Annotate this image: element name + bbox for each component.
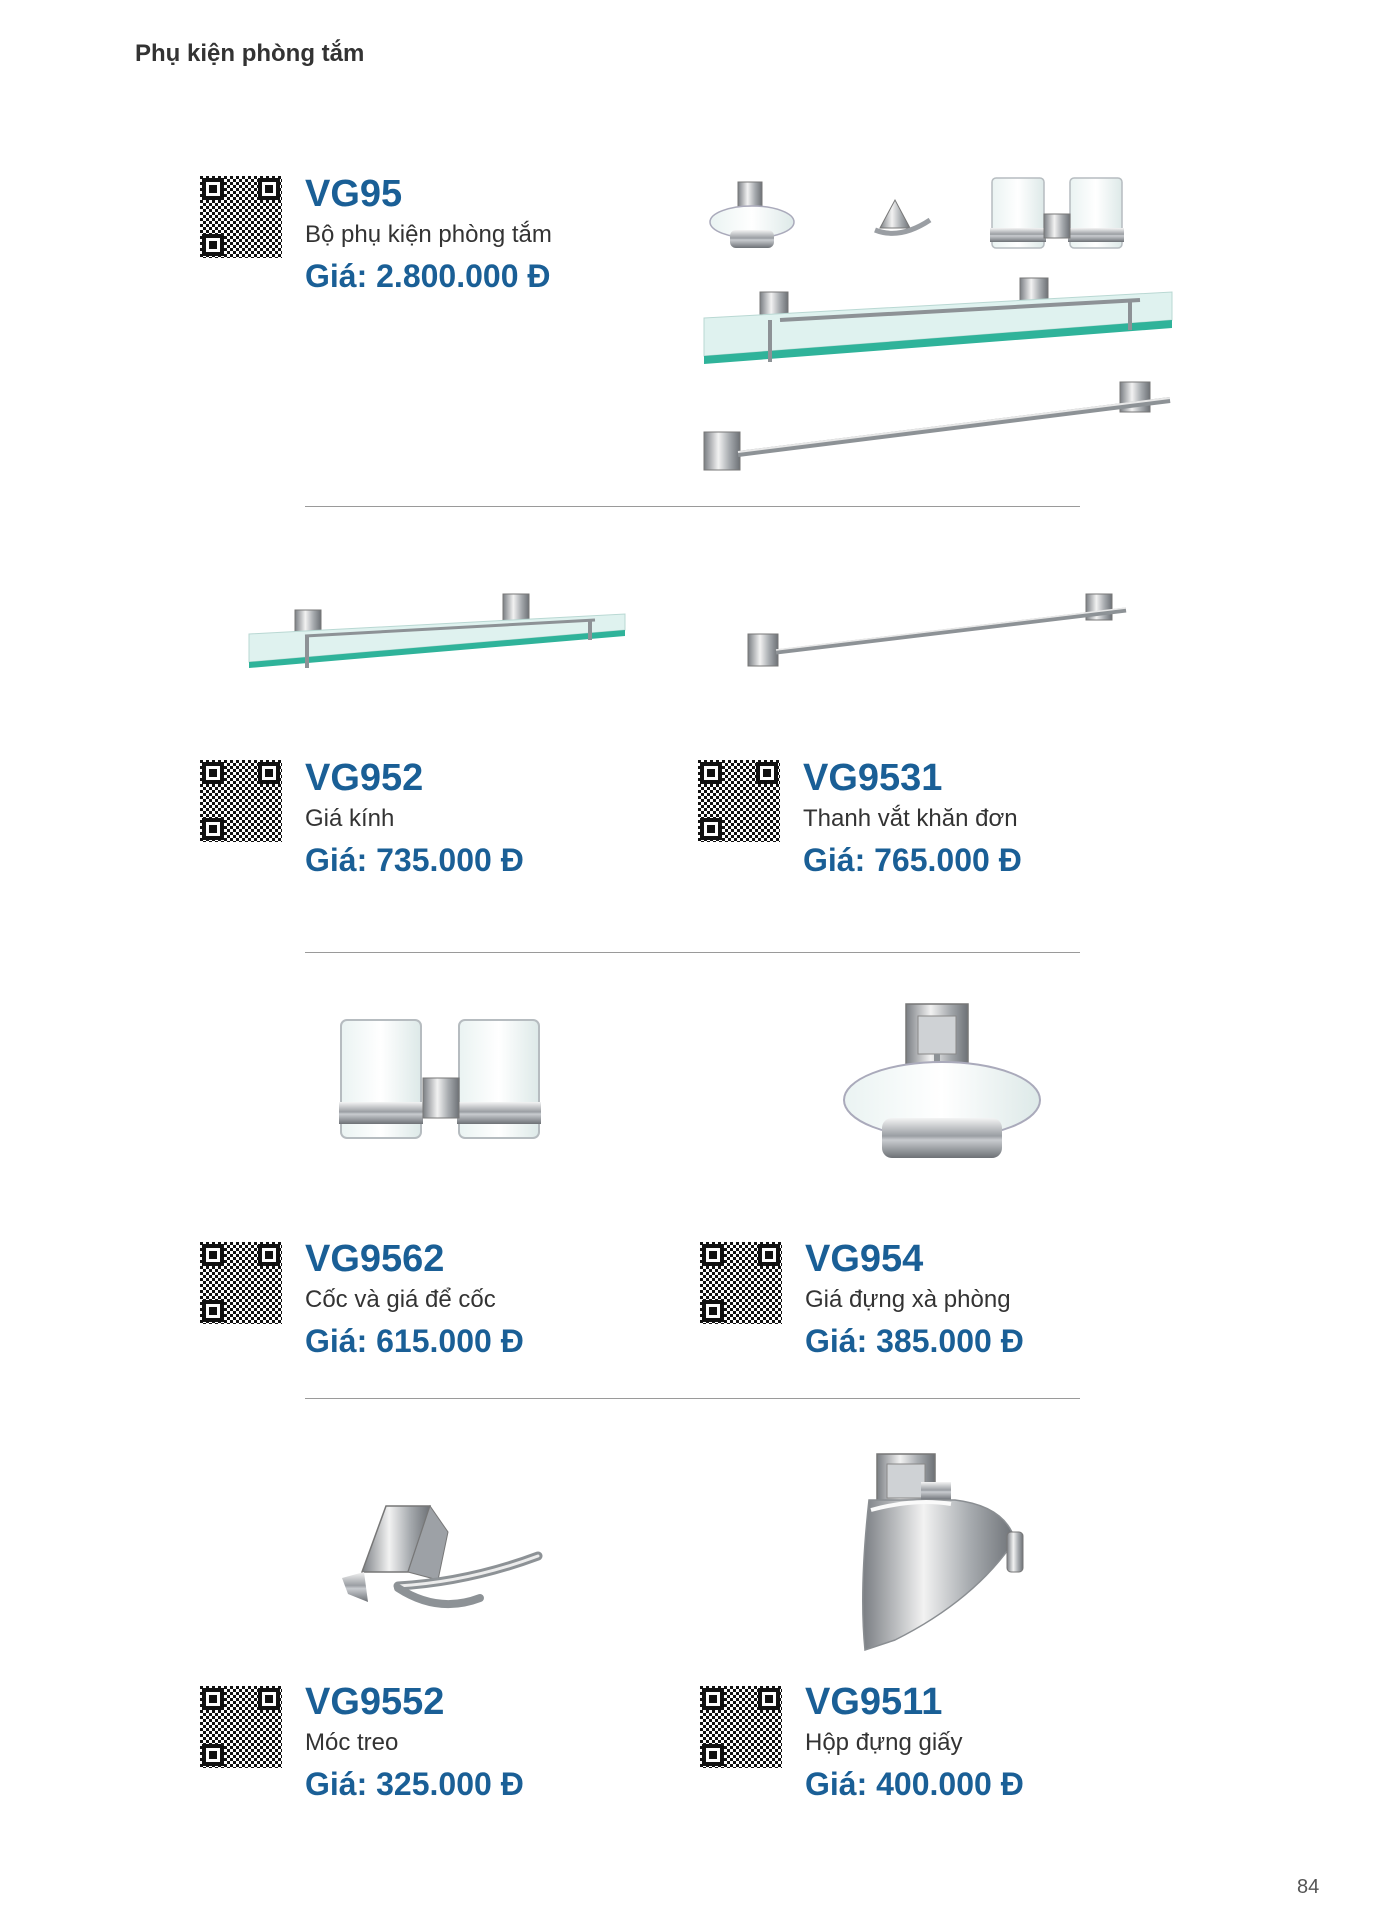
product-name: Móc treo xyxy=(305,1729,399,1756)
product-image-glass-shelf xyxy=(245,588,630,683)
qr-code[interactable] xyxy=(700,1686,782,1768)
product-info xyxy=(305,756,524,882)
product-image-soap-dish xyxy=(838,1000,1048,1170)
divider xyxy=(305,1398,1080,1399)
product-info xyxy=(803,756,1022,882)
product-image-towel-bar xyxy=(744,590,1134,677)
qr-code[interactable] xyxy=(698,760,780,842)
product-code: VG9511 xyxy=(805,1681,943,1723)
qr-code[interactable] xyxy=(200,1686,282,1768)
product-image-paper-holder xyxy=(855,1450,1030,1660)
product-code: VG9531 xyxy=(803,757,943,799)
product-price: Giá: 615.000 Đ xyxy=(305,1323,524,1359)
divider xyxy=(305,952,1080,953)
page-number: 84 xyxy=(1297,1876,1320,1898)
product-image-bathroom-set xyxy=(700,170,1180,485)
product-code: VG954 xyxy=(805,1238,924,1280)
product-name: Hộp đựng giấy xyxy=(805,1729,963,1756)
section-title: Phụ kiện phòng tắm xyxy=(135,40,365,67)
product-price: Giá: 385.000 Đ xyxy=(805,1323,1024,1359)
product-image-robe-hook xyxy=(338,1502,548,1627)
divider xyxy=(305,506,1080,507)
product-code: VG95 xyxy=(305,173,403,215)
product-name: Giá kính xyxy=(305,805,395,832)
qr-code[interactable] xyxy=(200,176,282,258)
product-name: Bộ phụ kiện phòng tắm xyxy=(305,221,552,248)
product-price: Giá: 2.800.000 Đ xyxy=(305,258,551,294)
product-image-tumbler-holder xyxy=(335,1010,545,1155)
product-name: Giá đựng xà phòng xyxy=(805,1286,1011,1313)
product-code: VG9562 xyxy=(305,1238,445,1280)
qr-code[interactable] xyxy=(700,1242,782,1324)
product-price: Giá: 765.000 Đ xyxy=(803,842,1022,878)
product-info xyxy=(805,1680,1024,1806)
product-info xyxy=(305,172,552,298)
qr-code[interactable] xyxy=(200,760,282,842)
product-info xyxy=(805,1237,1024,1363)
product-price: Giá: 400.000 Đ xyxy=(805,1766,1024,1802)
product-info xyxy=(305,1680,524,1806)
product-name: Cốc và giá để cốc xyxy=(305,1286,496,1313)
product-code: VG9552 xyxy=(305,1681,445,1723)
product-name: Thanh vắt khăn đơn xyxy=(803,805,1018,832)
product-info xyxy=(305,1237,524,1363)
qr-code[interactable] xyxy=(200,1242,282,1324)
product-price: Giá: 325.000 Đ xyxy=(305,1766,524,1802)
product-price: Giá: 735.000 Đ xyxy=(305,842,524,878)
product-code: VG952 xyxy=(305,757,424,799)
